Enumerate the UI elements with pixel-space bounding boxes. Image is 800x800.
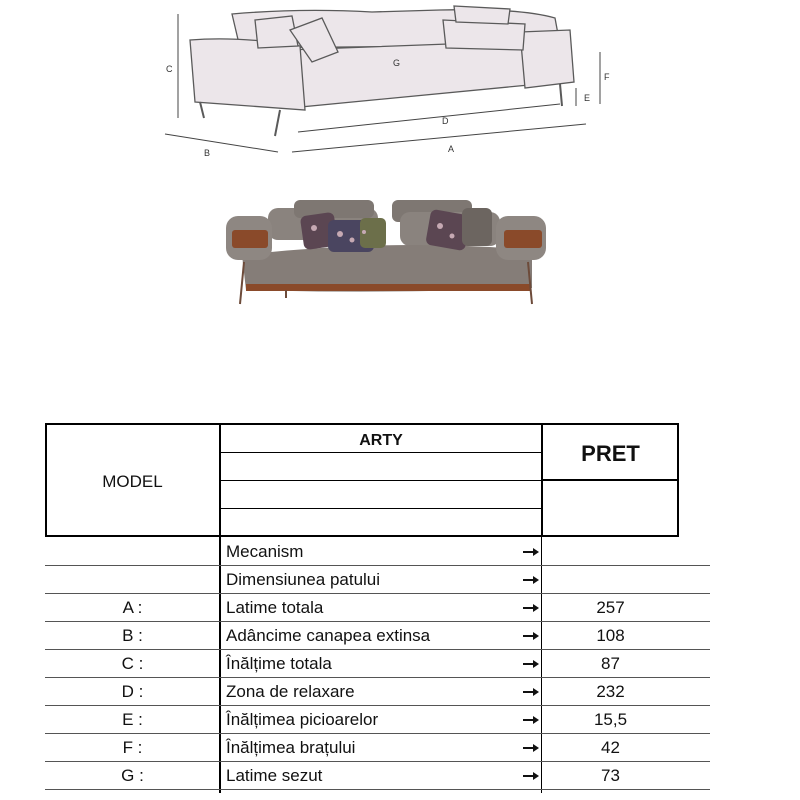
table-border-left <box>45 423 47 537</box>
row-value: 232 <box>596 682 625 701</box>
row-value: 108 <box>596 626 625 645</box>
name-row-line <box>219 508 541 509</box>
arrow-right-icon <box>523 687 539 697</box>
model-name: ARTY <box>359 432 403 449</box>
dim-b-label: B <box>204 148 211 158</box>
arrow-right-icon <box>523 659 539 669</box>
price-header: PRET <box>581 441 640 466</box>
arrow-right-icon <box>523 547 539 557</box>
row-code: D : <box>121 682 144 701</box>
row-label: Latime totala <box>226 598 324 617</box>
row-code: E : <box>122 710 143 729</box>
table-row-line <box>45 677 710 678</box>
row-label: Înălțimea brațului <box>226 738 356 757</box>
row-value: 257 <box>596 598 625 617</box>
model-header: MODEL <box>102 472 163 491</box>
row-label: Zona de relaxare <box>226 682 355 701</box>
row-code: A : <box>122 598 143 617</box>
table-border-top <box>45 423 678 425</box>
sofa-dimension-diagram <box>150 0 610 165</box>
row-code: G : <box>121 766 144 785</box>
arrow-right-icon <box>523 631 539 641</box>
arrow-right-icon <box>523 715 539 725</box>
dim-g-label: G <box>393 58 401 68</box>
row-value: 87 <box>601 654 620 673</box>
table-row-line <box>45 565 710 566</box>
table-divider-price <box>541 423 543 537</box>
row-code: C : <box>121 654 144 673</box>
table-row-line <box>45 705 710 706</box>
name-row-line <box>219 452 541 453</box>
dim-f-label: F <box>604 72 610 82</box>
table-header-bottom <box>45 535 678 537</box>
row-label: Înălțime totala <box>226 654 332 673</box>
row-label: Latime sezut <box>226 766 323 785</box>
table-row-line <box>45 593 710 594</box>
table-row-line <box>45 761 710 762</box>
table-row-line <box>45 621 710 622</box>
price-header-line <box>541 479 678 481</box>
arrow-right-icon <box>523 575 539 585</box>
row-value: 15,5 <box>593 710 628 729</box>
table-row-line <box>45 789 710 790</box>
dim-a-label: A <box>448 144 455 154</box>
row-label: Mecanism <box>226 542 304 561</box>
row-label: Înălțimea picioarelor <box>226 710 379 729</box>
table-row-line <box>45 649 710 650</box>
table-row-line <box>45 733 710 734</box>
row-value: 73 <box>601 766 620 785</box>
row-code: F : <box>122 738 143 757</box>
arrow-right-icon <box>523 743 539 753</box>
dim-e-label: E <box>584 93 591 103</box>
table-border-right <box>677 423 679 537</box>
arrow-right-icon <box>523 603 539 613</box>
row-value: 42 <box>601 738 620 757</box>
arrow-right-icon <box>523 771 539 781</box>
name-row-line <box>219 480 541 481</box>
row-code: B : <box>122 626 143 645</box>
dim-d-label: D <box>442 116 449 126</box>
sofa-product-image <box>220 195 560 310</box>
row-label: Dimensiunea patului <box>226 570 381 589</box>
row-label: Adâncime canapea extinsa <box>226 626 431 645</box>
table-divider-model <box>219 423 221 793</box>
body-divider <box>541 537 542 793</box>
dim-c-label: C <box>166 64 173 74</box>
